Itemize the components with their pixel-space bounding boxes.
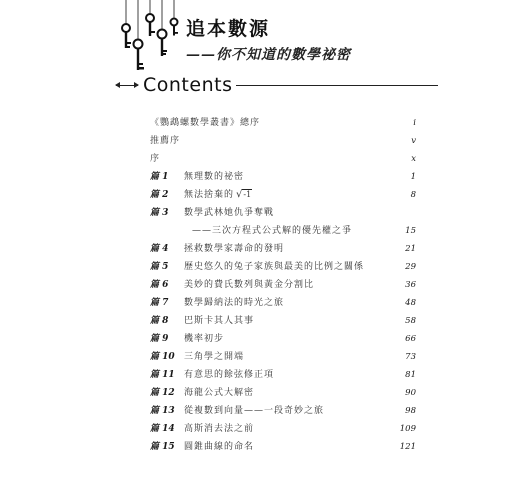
toc-entry-page: 58 [405,316,416,326]
toc-entry-page: v [411,136,416,146]
toc-entry-label: 篇 1 [150,172,169,182]
toc-entry-page: 48 [405,298,416,308]
toc-entry-page: 15 [405,226,416,236]
toc-entry-label: 篇 11 [150,370,175,380]
toc-entry-title-text: 機率初步 [184,334,225,344]
toc-entry-page: x [411,154,416,164]
toc-entry-label: 篇 6 [150,280,169,290]
toc-entry[interactable] [150,402,416,420]
toc-entry[interactable] [150,222,416,240]
toc-entry-title-text: 海龍公式大解密 [184,388,255,398]
toc-entry-page: 109 [399,424,416,434]
toc-entry[interactable] [150,330,416,348]
toc-entry[interactable] [150,384,416,402]
toc-entry-page: 66 [405,334,416,344]
toc-entry-title [184,402,324,420]
toc-entry-title [184,312,254,330]
toc-entry[interactable] [150,294,416,312]
toc-entry-title-text: ——三次方程式公式解的優先權之爭 [192,226,353,236]
toc-entry[interactable] [150,168,416,186]
toc-entry-title-text: 《鸚鵡螺數學叢書》總序 [150,118,261,128]
toc-entry-title [184,330,224,348]
toc-entry-title-text: 拯救數學家壽命的發明 [184,244,285,254]
toc-entry-label: 篇 12 [150,388,175,398]
toc-entry-label: 篇 4 [150,244,169,254]
book-title-block [186,14,351,64]
toc-entry-title-text: 序 [150,154,161,164]
toc-entry-page: 29 [405,262,416,272]
toc-entry-title [150,150,160,168]
contents-heading: Contents [143,74,233,96]
radicand: -1 [243,190,252,199]
toc-entry-page: 8 [410,190,416,200]
toc-entry-title [184,204,274,222]
toc-entry[interactable] [150,348,416,366]
toc-entry-title-text: 美妙的費氏數列與黃金分割比 [184,280,315,290]
toc-entry-title [184,366,274,384]
toc-entry[interactable] [150,114,416,132]
toc-entry-title [184,258,364,276]
book-subtitle: ——你不知道的數學祕密 [186,47,351,63]
toc-entry-title [184,420,254,438]
toc-entry-title-text: 從複數到向量——一段奇妙之旅 [184,406,325,416]
toc-entry-title [184,276,314,294]
contents-header [116,74,438,98]
toc-entry-page: 73 [405,352,416,362]
toc-entry[interactable] [150,204,416,222]
toc-entry-title [184,384,254,402]
toc-entry-label: 篇 8 [150,316,169,326]
toc-entry-page: 1 [410,172,416,182]
toc-entry[interactable] [150,186,416,204]
toc-entry-label: 篇 9 [150,334,169,344]
toc-entry-title [184,240,284,258]
toc-entry-label: 篇 7 [150,298,169,308]
toc-entry-page: 90 [405,388,416,398]
toc-entry-title [192,222,352,240]
toc-entry-page: 21 [405,244,416,254]
toc-entry-title [150,114,260,132]
toc-entry[interactable] [150,132,416,150]
toc-entry-label: 篇 2 [150,190,169,200]
radical-sign: √ [236,189,243,200]
contents-rule [236,85,438,86]
toc-entry-page: i [413,118,416,128]
toc-entry-title-text: 圓錐曲線的命名 [184,442,255,452]
toc-entry-label: 篇 5 [150,262,169,272]
toc-entry-title [184,438,254,456]
toc-entry-title-text: 有意思的餘弦修正項 [184,370,275,380]
toc-entry-title [184,348,244,366]
toc-entry-title-text: 高斯消去法之前 [184,424,255,434]
toc-entry-title-text: 無法捨棄的 [184,190,235,200]
toc-entry-title-text: 數學武林她仇爭奪戰 [184,208,275,218]
toc-entry-title-text: 推薦序 [150,136,181,146]
toc-entry-page: 121 [399,442,416,452]
toc-entry-label: 篇 15 [150,442,175,452]
toc-entry[interactable] [150,240,416,258]
toc-entry-title-text: 數學歸納法的時光之旅 [184,298,285,308]
keys-illustration [120,0,184,78]
toc-entry-label: 篇 3 [150,208,169,218]
toc-entry-label: 篇 14 [150,424,175,434]
square-root-expression [236,186,252,204]
toc-entry[interactable] [150,366,416,384]
toc-entry-page: 36 [405,280,416,290]
toc-entry-title [184,168,244,186]
toc-entry[interactable] [150,258,416,276]
toc-entry[interactable] [150,420,416,438]
toc-entry-title [150,132,180,150]
toc-entry-label: 篇 10 [150,352,175,362]
toc-entry-title-text: 無理數的祕密 [184,172,245,182]
toc-entry-label: 篇 13 [150,406,175,416]
toc-entry[interactable] [150,150,416,168]
book-title: 追本數源 [186,18,271,40]
toc-entry-title-text: 歷史悠久的兔子家族與最美的比例之關係 [184,262,365,272]
toc-entry[interactable] [150,438,416,456]
toc-entry[interactable] [150,312,416,330]
toc-entry-page: 81 [405,370,416,380]
toc-entry-title [184,186,252,204]
toc-entry-title-text: 三角學之開端 [184,352,245,362]
table-of-contents [150,114,416,456]
toc-entry-page: 98 [405,406,416,416]
double-arrow-icon [116,85,138,86]
toc-entry-title [184,294,284,312]
toc-entry-title-text: 巴斯卡其人其事 [184,316,255,326]
toc-entry[interactable] [150,276,416,294]
